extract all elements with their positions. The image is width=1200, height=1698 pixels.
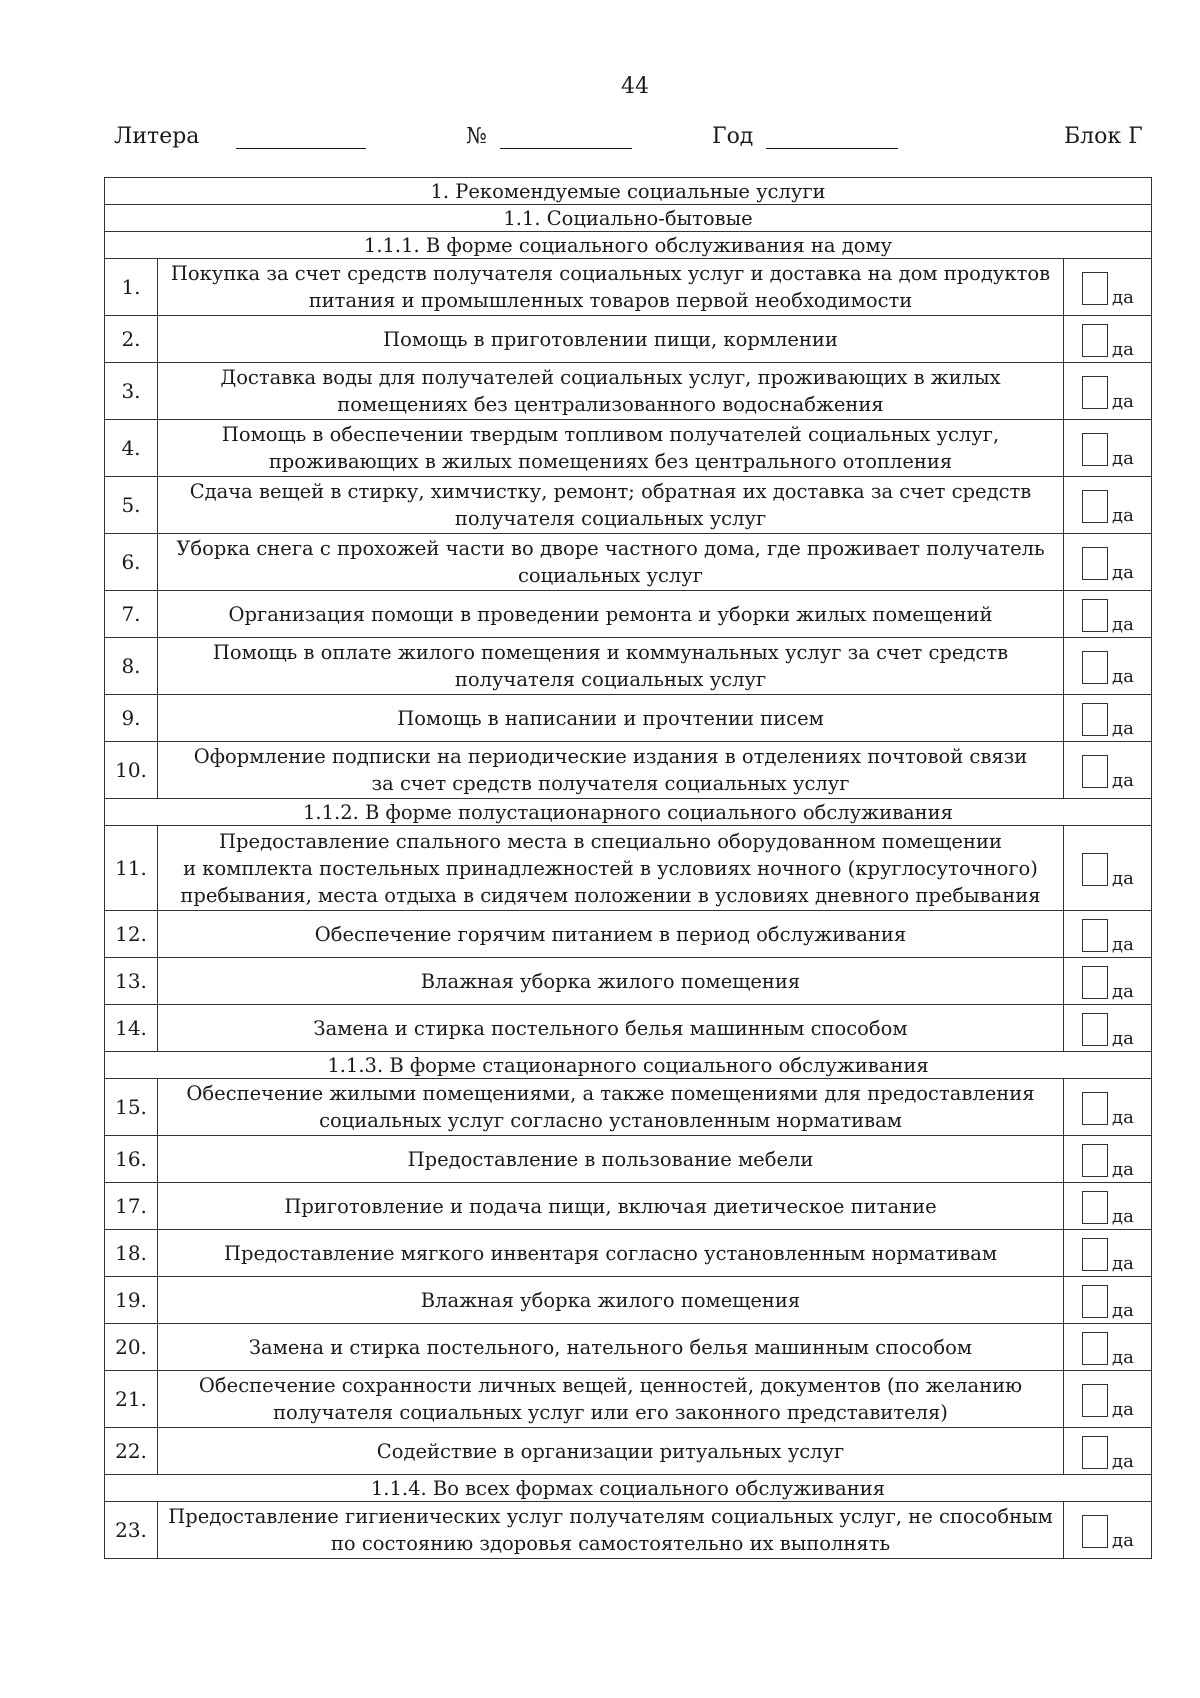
yes-label: да: [1112, 1529, 1134, 1551]
yes-label: да: [1112, 1450, 1134, 1472]
yes-option-cell: [1064, 1277, 1152, 1324]
service-number: 18.: [105, 1230, 158, 1277]
yes-label: да: [1112, 1252, 1134, 1274]
service-description: [158, 695, 1064, 742]
yes-option-cell: [1064, 1079, 1152, 1136]
yes-label: да: [1112, 1158, 1134, 1180]
service-description: [158, 534, 1064, 591]
service-description-line: Влажная уборка жилого помещения: [420, 1288, 801, 1312]
service-row: [105, 1502, 1152, 1559]
group-title: 1.1.2. В форме полустационарного социального обслуживания: [105, 799, 1152, 826]
yes-option-cell: [1064, 958, 1152, 1005]
service-description-line: Организация помощи в проведении ремонта и уборки жилых помещений: [228, 602, 993, 626]
yes-label: да: [1112, 1205, 1134, 1227]
yes-checkbox[interactable]: [1082, 755, 1108, 788]
yes-label: да: [1112, 338, 1134, 360]
yes-option-cell: [1064, 1136, 1152, 1183]
yes-option-cell: [1064, 316, 1152, 363]
subsection-title: 1.1. Социально-бытовые: [105, 205, 1152, 232]
form-header: [0, 124, 1200, 154]
service-row: [105, 420, 1152, 477]
service-description-line: Обеспечение горячим питанием в период обслуживания: [314, 922, 907, 946]
service-description-line: Уборка снега с прохожей части во дворе частного дома, где проживает получатель: [176, 537, 1045, 560]
yes-label: да: [1112, 1346, 1134, 1368]
yes-checkbox[interactable]: [1082, 703, 1108, 736]
service-description-line: за счет средств получателя социальных услуг: [371, 772, 850, 795]
yes-label: да: [1112, 561, 1134, 583]
service-row: [105, 695, 1152, 742]
group-title: 1.1.4. Во всех формах социального обслуживания: [105, 1475, 1152, 1502]
service-number: 16.: [105, 1136, 158, 1183]
service-row: [105, 1428, 1152, 1475]
service-row: [105, 1324, 1152, 1371]
service-number: 10.: [105, 742, 158, 799]
service-row: [105, 638, 1152, 695]
yes-option-cell: [1064, 826, 1152, 911]
yes-option-cell: [1064, 1324, 1152, 1371]
yes-checkbox[interactable]: [1082, 1092, 1108, 1125]
yes-checkbox[interactable]: [1082, 490, 1108, 523]
service-row: [105, 826, 1152, 911]
yes-option-cell: [1064, 1183, 1152, 1230]
yes-option-cell: [1064, 1005, 1152, 1052]
service-description-line: Помощь в оплате жилого помещения и коммунальных услуг за счет средств: [212, 641, 1009, 664]
service-description: [158, 591, 1064, 638]
yes-option-cell: [1064, 259, 1152, 316]
yes-label: да: [1112, 1106, 1134, 1128]
service-description-line: Приготовление и подача пищи, включая диетическое питание: [284, 1194, 937, 1218]
yes-checkbox[interactable]: [1082, 599, 1108, 632]
yes-checkbox[interactable]: [1082, 1384, 1108, 1417]
service-description-line: Замена и стирка постельного белья машинным способом: [313, 1016, 908, 1040]
yes-label: да: [1112, 980, 1134, 1002]
yes-checkbox[interactable]: [1082, 651, 1108, 684]
service-description-line: Обеспечение жилыми помещениями, а также помещениями для предоставления: [186, 1082, 1035, 1105]
service-row: [105, 742, 1152, 799]
yes-label: да: [1112, 286, 1134, 308]
service-number: 11.: [105, 826, 158, 911]
service-description-line: социальных услуг согласно установленным нормативам: [319, 1109, 902, 1132]
service-description-line: Содействие в организации ритуальных услуг: [376, 1439, 845, 1463]
service-row: [105, 259, 1152, 316]
yes-checkbox[interactable]: [1082, 1144, 1108, 1177]
service-description: [158, 1136, 1064, 1183]
service-description: [158, 259, 1064, 316]
yes-label: да: [1112, 613, 1134, 635]
service-description-line: получателя социальных услуг или его законного представителя): [273, 1401, 948, 1424]
yes-label: да: [1112, 717, 1134, 739]
service-number: 8.: [105, 638, 158, 695]
service-row: [105, 477, 1152, 534]
service-row: [105, 1371, 1152, 1428]
service-description: [158, 1183, 1064, 1230]
yes-checkbox[interactable]: [1082, 272, 1108, 305]
service-description-line: Помощь в обеспечении твердым топливом получателей социальных услуг,: [221, 423, 1000, 446]
yes-option-cell: [1064, 420, 1152, 477]
service-description: [158, 1277, 1064, 1324]
service-number: 7.: [105, 591, 158, 638]
service-description-line: помещениях без централизованного водоснабжения: [337, 393, 884, 416]
yes-label: да: [1112, 447, 1134, 469]
service-description-line: по состоянию здоровья самостоятельно их выполнять: [330, 1532, 891, 1555]
service-number: 12.: [105, 911, 158, 958]
service-number: 23.: [105, 1502, 158, 1559]
yes-checkbox[interactable]: [1082, 1515, 1108, 1548]
yes-option-cell: [1064, 363, 1152, 420]
service-description-line: Доставка воды для получателей социальных услуг, проживающих в жилых: [220, 366, 1001, 389]
service-number: 19.: [105, 1277, 158, 1324]
yes-label: да: [1112, 504, 1134, 526]
service-description-line: Предоставление в пользование мебели: [407, 1147, 814, 1171]
yes-option-cell: [1064, 1502, 1152, 1559]
service-description: [158, 1079, 1064, 1136]
yes-checkbox[interactable]: [1082, 919, 1108, 952]
service-row: [105, 534, 1152, 591]
services-table: [104, 177, 1152, 1559]
yes-label: да: [1112, 665, 1134, 687]
yes-checkbox[interactable]: [1082, 433, 1108, 466]
yes-option-cell: [1064, 591, 1152, 638]
yes-option-cell: [1064, 742, 1152, 799]
service-description: [158, 1324, 1064, 1371]
service-row: [105, 1079, 1152, 1136]
yes-checkbox[interactable]: [1082, 1436, 1108, 1469]
section-title: 1. Рекомендуемые социальные услуги: [105, 178, 1152, 205]
service-number: 14.: [105, 1005, 158, 1052]
service-description-line: Помощь в приготовлении пищи, кормлении: [383, 327, 838, 351]
yes-label: да: [1112, 867, 1134, 889]
yes-checkbox[interactable]: [1082, 1238, 1108, 1271]
service-description-line: социальных услуг: [517, 564, 703, 587]
service-description-line: получателя социальных услуг: [454, 668, 767, 691]
service-number: 13.: [105, 958, 158, 1005]
yes-checkbox[interactable]: [1082, 1285, 1108, 1318]
service-row: [105, 1005, 1152, 1052]
service-description: [158, 742, 1064, 799]
service-description: [158, 1502, 1064, 1559]
yes-checkbox[interactable]: [1082, 376, 1108, 409]
service-description-line: и комплекта постельных принадлежностей в условиях ночного (круглосуточного): [183, 856, 1038, 880]
service-description: [158, 826, 1064, 911]
service-row: [105, 316, 1152, 363]
service-description: [158, 1230, 1064, 1277]
service-number: 5.: [105, 477, 158, 534]
service-description-line: Предоставление гигиенических услуг получателям социальных услуг, не способным: [168, 1505, 1053, 1528]
service-description: [158, 1428, 1064, 1475]
yes-option-cell: [1064, 534, 1152, 591]
service-description: [158, 911, 1064, 958]
service-description-line: получателя социальных услуг: [454, 507, 767, 530]
service-number: 1.: [105, 259, 158, 316]
service-description-line: Влажная уборка жилого помещения: [420, 969, 801, 993]
service-number: 4.: [105, 420, 158, 477]
page-number: 44: [621, 74, 649, 99]
service-description: [158, 477, 1064, 534]
block-label: Блок Г: [1064, 124, 1143, 149]
yes-label: да: [1112, 1027, 1134, 1049]
yes-label: да: [1112, 1398, 1134, 1420]
yes-checkbox[interactable]: [1082, 1191, 1108, 1224]
service-description: [158, 1005, 1064, 1052]
litera-label: Литера: [114, 124, 200, 149]
service-description: [158, 1371, 1064, 1428]
yes-option-cell: [1064, 477, 1152, 534]
service-description-line: Предоставление спального места в специально оборудованном помещении: [219, 829, 1002, 853]
yes-option-cell: [1064, 911, 1152, 958]
service-description-line: Покупка за счет средств получателя социальных услуг и доставка на дом продуктов: [170, 262, 1051, 285]
yes-label: да: [1112, 1299, 1134, 1321]
service-number: 21.: [105, 1371, 158, 1428]
service-number: 17.: [105, 1183, 158, 1230]
service-number: 3.: [105, 363, 158, 420]
service-row: [105, 958, 1152, 1005]
yes-option-cell: [1064, 1230, 1152, 1277]
service-description-line: Обеспечение сохранности личных вещей, ценностей, документов (по желанию: [198, 1374, 1023, 1397]
yes-checkbox[interactable]: [1082, 1013, 1108, 1046]
service-row: [105, 911, 1152, 958]
yes-label: да: [1112, 769, 1134, 791]
service-number: 2.: [105, 316, 158, 363]
service-row: [105, 1277, 1152, 1324]
service-row: [105, 1230, 1152, 1277]
service-description-line: пребывания, места отдыха в сидячем положении в условиях дневного пребывания: [180, 883, 1041, 907]
litera-field[interactable]: [236, 124, 366, 149]
service-number: 22.: [105, 1428, 158, 1475]
service-description-line: Помощь в написании и прочтении писем: [397, 706, 824, 730]
service-description: [158, 420, 1064, 477]
service-number: 9.: [105, 695, 158, 742]
service-description: [158, 638, 1064, 695]
service-description-line: Предоставление мягкого инвентаря согласно установленным нормативам: [223, 1241, 998, 1265]
service-description-line: Оформление подписки на периодические издания в отделениях почтовой связи: [193, 745, 1028, 768]
service-description-line: проживающих в жилых помещениях без центрального отопления: [268, 450, 953, 473]
yes-checkbox[interactable]: [1082, 324, 1108, 357]
yes-option-cell: [1064, 638, 1152, 695]
yes-option-cell: [1064, 695, 1152, 742]
yes-checkbox[interactable]: [1082, 853, 1108, 886]
service-row: [105, 1183, 1152, 1230]
service-number: 6.: [105, 534, 158, 591]
service-number: 15.: [105, 1079, 158, 1136]
yes-label: да: [1112, 933, 1134, 955]
year-label: Год: [712, 124, 754, 149]
service-description: [158, 958, 1064, 1005]
year-field[interactable]: [766, 124, 898, 149]
service-row: [105, 363, 1152, 420]
service-description-line: Замена и стирка постельного, нательного белья машинным способом: [248, 1335, 973, 1359]
service-row: [105, 1136, 1152, 1183]
yes-label: да: [1112, 390, 1134, 412]
group-title: 1.1.1. В форме социального обслуживания на дому: [105, 232, 1152, 259]
number-field[interactable]: [500, 124, 632, 149]
service-description-line: питания и промышленных товаров первой необходимости: [308, 289, 913, 312]
service-description: [158, 363, 1064, 420]
number-label: №: [466, 124, 487, 149]
yes-checkbox[interactable]: [1082, 966, 1108, 999]
service-description-line: Сдача вещей в стирку, химчистку, ремонт; обратная их доставка за счет средств: [189, 480, 1032, 503]
yes-checkbox[interactable]: [1082, 547, 1108, 580]
service-description: [158, 316, 1064, 363]
yes-option-cell: [1064, 1428, 1152, 1475]
service-number: 20.: [105, 1324, 158, 1371]
yes-option-cell: [1064, 1371, 1152, 1428]
yes-checkbox[interactable]: [1082, 1332, 1108, 1365]
service-row: [105, 591, 1152, 638]
group-title: 1.1.3. В форме стационарного социального обслуживания: [105, 1052, 1152, 1079]
